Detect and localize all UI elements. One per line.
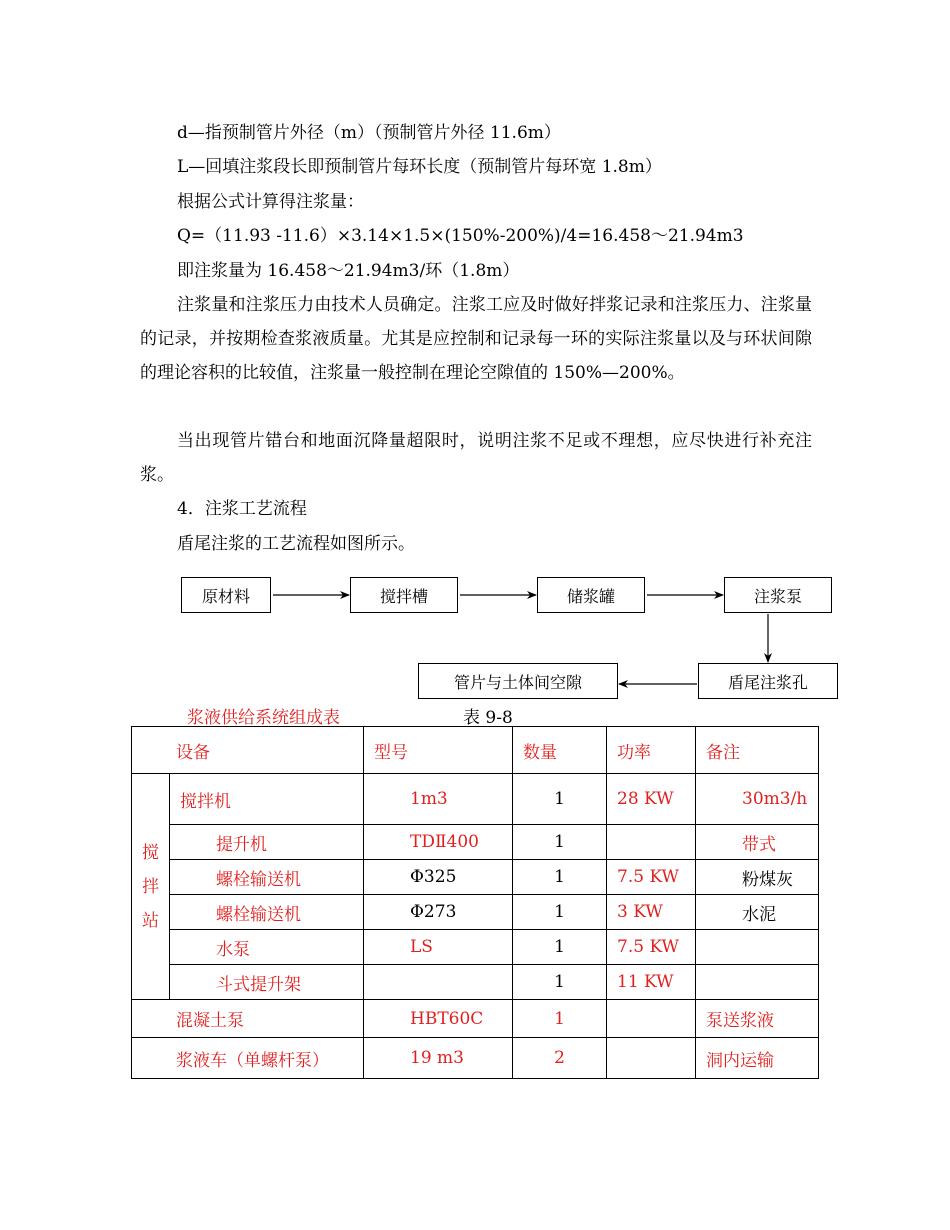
table-row xyxy=(132,1038,819,1079)
cell-power xyxy=(607,1038,696,1079)
cell-qty: 1 xyxy=(513,860,607,895)
cell-remark: 粉煤灰 xyxy=(696,860,819,895)
cell-remark: 泵送浆液 xyxy=(696,1000,819,1038)
definition-d: d—指预制管片外径（m）（预制管片外径 11.6m） xyxy=(177,123,561,143)
calc-intro: 根据公式计算得注浆量： xyxy=(177,192,364,212)
cell-power: 28 KW xyxy=(607,774,696,825)
table-row xyxy=(132,895,819,930)
formula: Q=（11.93 -11.6）×3.14×1.5×(150%-200%)/4=16.458～21.94m3 xyxy=(177,226,744,246)
cell-power: 3 KW xyxy=(607,895,696,930)
header-quantity: 数量 xyxy=(513,727,607,774)
header-equipment: 设备 xyxy=(132,727,364,774)
table-row xyxy=(132,930,819,965)
cell-model xyxy=(364,965,513,1000)
group-label-char: 拌 xyxy=(142,876,159,897)
equipment-table xyxy=(131,726,819,1079)
header-remark: 备注 xyxy=(696,727,819,774)
cell-name: 螺栓输送机 xyxy=(170,860,364,895)
table-header-row xyxy=(132,727,819,774)
group-label-mixing-station xyxy=(132,774,170,1000)
cell-name: 混凝土泵 xyxy=(132,1000,364,1038)
cell-remark xyxy=(696,930,819,965)
cell-model: 1m3 xyxy=(364,774,513,825)
cell-remark: 洞内运输 xyxy=(696,1038,819,1079)
result: 即注浆量为 16.458～21.94m3/环（1.8m） xyxy=(177,261,520,281)
cell-name: 搅拌机 xyxy=(170,774,364,825)
cell-name: 斗式提升架 xyxy=(170,965,364,1000)
cell-name: 提升机 xyxy=(170,825,364,860)
cell-remark: 水泥 xyxy=(696,895,819,930)
cell-model: 19 m3 xyxy=(364,1038,513,1079)
cell-qty: 1 xyxy=(513,774,607,825)
cell-remark xyxy=(696,965,819,1000)
cell-qty: 1 xyxy=(513,895,607,930)
definition-l: L—回填注浆段长即预制管片每环长度（预制管片每环宽 1.8m） xyxy=(177,157,662,177)
table-row xyxy=(132,825,819,860)
cell-power xyxy=(607,825,696,860)
header-model: 型号 xyxy=(364,727,513,774)
header-power: 功率 xyxy=(607,727,696,774)
cell-model: HBT60C xyxy=(364,1000,513,1038)
paragraph-supplement: 当出现管片错台和地面沉降量超限时，说明注浆不足或不理想，应尽快进行补充注浆。 xyxy=(140,431,812,485)
table-row xyxy=(132,774,819,825)
cell-power: 11 KW xyxy=(607,965,696,1000)
cell-remark: 带式 xyxy=(696,825,819,860)
group-label-char: 搅 xyxy=(142,842,159,863)
cell-qty: 2 xyxy=(513,1038,607,1079)
section-intro: 盾尾注浆的工艺流程如图所示。 xyxy=(177,534,415,554)
cell-name: 水泵 xyxy=(170,930,364,965)
cell-remark: 30m3/h xyxy=(696,774,819,825)
cell-qty: 1 xyxy=(513,1000,607,1038)
flow-label: 管片与土体间空隙 xyxy=(453,672,582,692)
section-heading: 4．注浆工艺流程 xyxy=(177,499,307,519)
cell-model: Φ273 xyxy=(364,895,513,930)
flow-label: 注浆泵 xyxy=(753,586,802,606)
group-label-char: 站 xyxy=(142,910,159,931)
cell-qty: 1 xyxy=(513,930,607,965)
table-number: 表 9-8 xyxy=(463,708,513,728)
flow-label: 盾尾注浆孔 xyxy=(727,672,808,692)
table-row xyxy=(132,965,819,1000)
cell-model: LS xyxy=(364,930,513,965)
table-caption: 浆液供给系统组成表 xyxy=(187,708,340,728)
cell-power: 7.5 KW xyxy=(607,860,696,895)
flow-label: 原材料 xyxy=(201,586,250,606)
cell-power xyxy=(607,1000,696,1038)
cell-qty: 1 xyxy=(513,825,607,860)
cell-power: 7.5 KW xyxy=(607,930,696,965)
table-row xyxy=(132,860,819,895)
cell-qty: 1 xyxy=(513,965,607,1000)
flow-label: 储浆罐 xyxy=(566,586,615,606)
flow-label: 搅拌槽 xyxy=(379,586,428,606)
table-row xyxy=(132,1000,819,1038)
cell-name: 浆液车（单螺杆泵） xyxy=(132,1038,364,1079)
cell-model: Φ325 xyxy=(364,860,513,895)
paragraph-control: 注浆量和注浆压力由技术人员确定。注浆工应及时做好拌浆记录和注浆压力、注浆量的记录，并按期检查浆液质量。尤其是应控制和记录每一环的实际注浆量以及与环状间隙的理论容积的比较值，注浆量一般控制在理论空隙值的 150%—200%。 xyxy=(140,295,812,383)
cell-model: TDⅡ400 xyxy=(364,825,513,860)
cell-name: 螺栓输送机 xyxy=(170,895,364,930)
